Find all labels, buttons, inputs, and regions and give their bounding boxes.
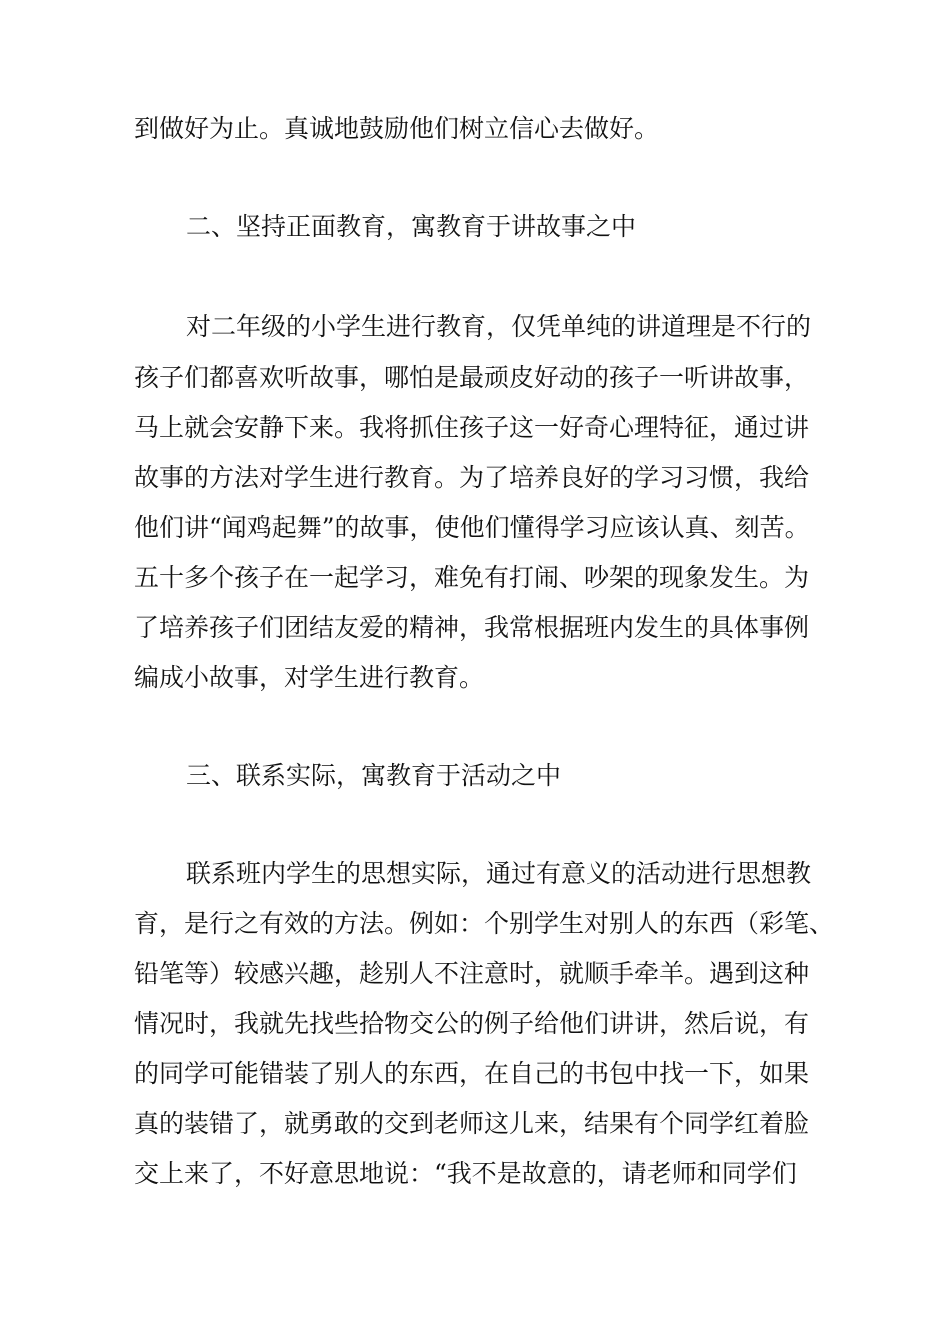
paragraph-line: 真的装错了，就勇敢的交到老师这儿来，结果有个同学红着脸: [134, 1109, 810, 1138]
paragraph-line: 的同学可能错装了别人的东西，在自己的书包中找一下，如果: [134, 1059, 810, 1088]
paragraph-line: 对二年级的小学生进行教育，仅凭单纯的讲道理是不行的: [186, 312, 812, 341]
paragraph-line: 编成小故事，对学生进行教育。: [134, 663, 485, 692]
paragraph-line: 马上就会安静下来。我将抓住孩子这一好奇心理特征，通过讲: [134, 413, 810, 442]
paragraph-line: 五十多个孩子在一起学习，难免有打闹、吵架的现象发生。为: [134, 563, 810, 592]
paragraph-line: 铅笔等）较感兴趣，趁别人不注意时，就顺手牵羊。遇到这种: [134, 959, 810, 988]
section-heading: 二、坚持正面教育，寓教育于讲故事之中: [186, 212, 637, 241]
paragraph-line: 了培养孩子们团结友爱的精神，我常根据班内发生的具体事例: [134, 613, 810, 642]
paragraph-line: 到做好为止。真诚地鼓励他们树立信心去做好。: [134, 114, 660, 143]
paragraph-line: 故事的方法对学生进行教育。为了培养良好的学习习惯，我给: [134, 463, 810, 492]
paragraph-line: 孩子们都喜欢听故事，哪怕是最顽皮好动的孩子一听讲故事，: [134, 363, 810, 392]
paragraph-line: 交上来了，不好意思地说：“我不是故意的，请老师和同学们: [134, 1159, 797, 1188]
section-heading: 三、联系实际，寓教育于活动之中: [186, 761, 562, 790]
paragraph-line: 联系班内学生的思想实际，通过有意义的活动进行思想教: [186, 859, 812, 888]
paragraph-line: 育，是行之有效的方法。例如：个别学生对别人的东西（彩笔、: [134, 909, 835, 938]
paragraph-line: 情况时，我就先找些拾物交公的例子给他们讲讲，然后说，有: [134, 1009, 810, 1038]
paragraph-line: 他们讲“闻鸡起舞”的故事，使他们懂得学习应该认真、刻苦。: [134, 513, 810, 542]
